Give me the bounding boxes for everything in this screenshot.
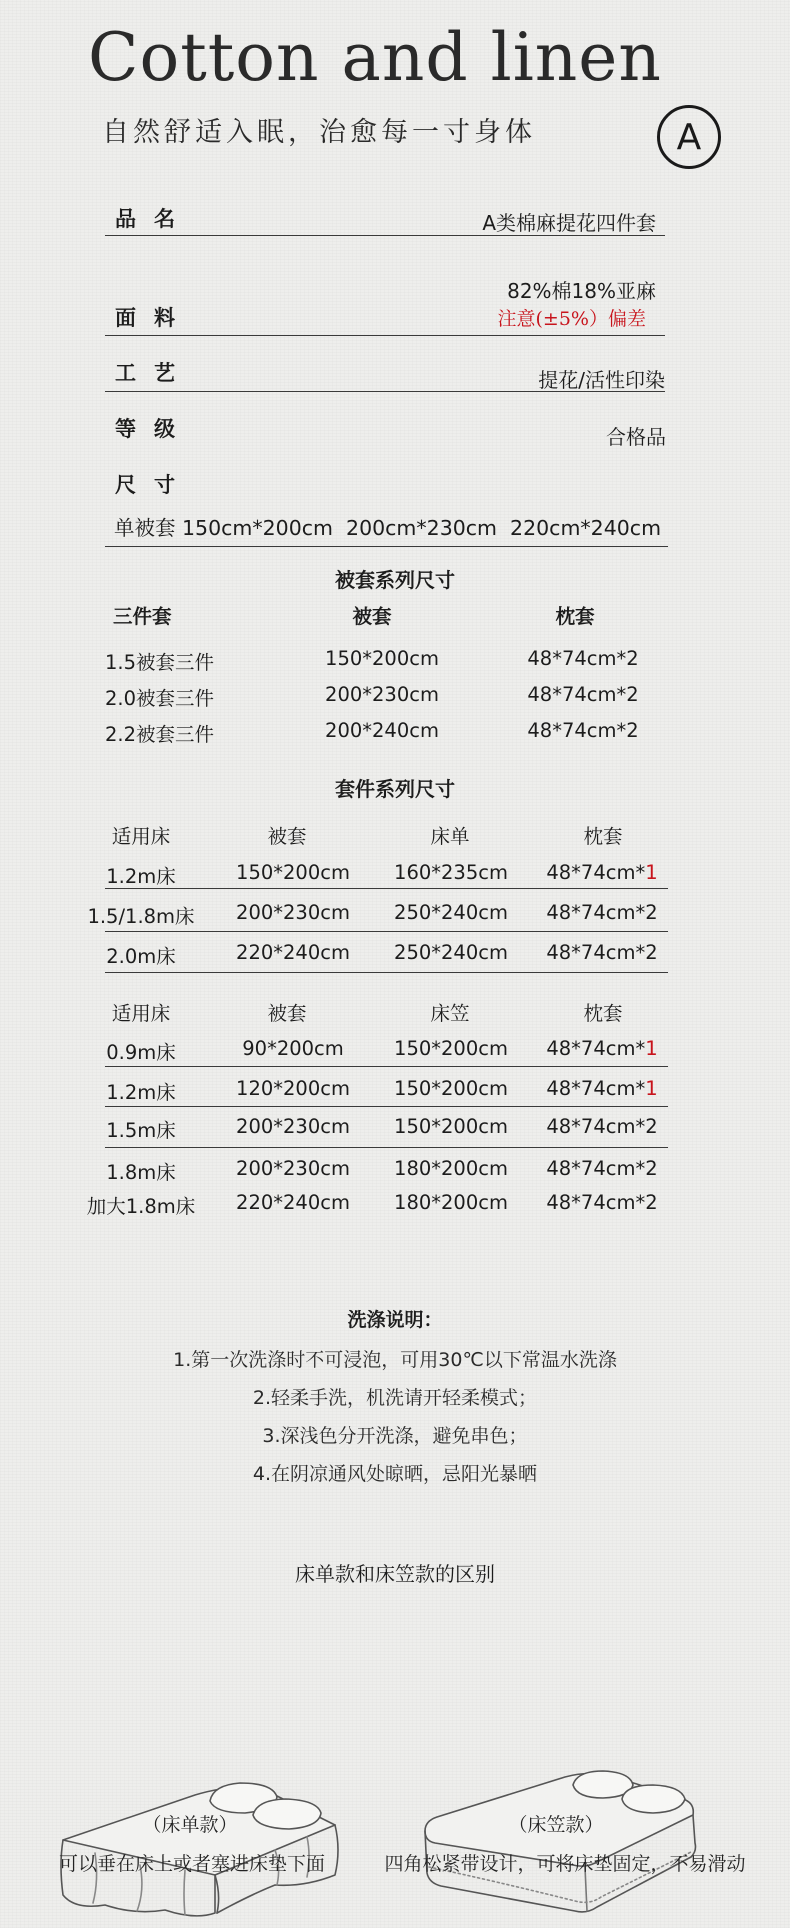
pillow-quantity: 2 bbox=[645, 901, 658, 924]
divider bbox=[105, 972, 668, 973]
set-series-title: 套件系列尺寸 bbox=[335, 777, 455, 801]
cell-bed: 2.0m床 bbox=[106, 945, 176, 968]
size-label: 尺寸 bbox=[115, 473, 193, 497]
cell-fitted: 150*200cm bbox=[394, 1115, 508, 1138]
pillow-size: 48*74cm* bbox=[546, 941, 646, 964]
cell-sheet: 250*240cm bbox=[394, 901, 508, 924]
difference-title: 床单款和床笠款的区别 bbox=[295, 1562, 495, 1586]
divider bbox=[105, 235, 665, 236]
divider bbox=[105, 1106, 668, 1107]
care-title: 洗涤说明： bbox=[347, 1309, 443, 1331]
size-value: 单被套 150cm*200cm 200cm*230cm 220cm*240cm bbox=[114, 516, 662, 540]
care-line: 2.轻柔手洗，机洗请开轻柔模式； bbox=[252, 1387, 538, 1409]
row-pillow: 48*74cm*2 bbox=[527, 683, 639, 706]
pillow-quantity: 1 bbox=[645, 1037, 658, 1060]
pillow-size: 48*74cm* bbox=[546, 1077, 646, 1100]
pillow-quantity: 2 bbox=[645, 1115, 658, 1138]
pillow-quantity: 2 bbox=[645, 1191, 658, 1214]
cell-bed: 加大1.8m床 bbox=[86, 1195, 196, 1218]
pillow-quantity: 2 bbox=[645, 941, 658, 964]
pillow-size: 48*74cm* bbox=[546, 1037, 646, 1060]
care-line: 3.深浅色分开洗涤，避免串色； bbox=[262, 1425, 528, 1447]
duvet-header-set: 三件套 bbox=[113, 605, 172, 628]
row-pillow: 48*74cm*2 bbox=[527, 719, 639, 742]
pillow-size: 48*74cm* bbox=[546, 901, 646, 924]
row-duvet: 200*230cm bbox=[325, 683, 439, 706]
cell-bed: 1.5/1.8m床 bbox=[87, 905, 195, 928]
cell-bed: 1.2m床 bbox=[106, 865, 176, 888]
fabric-label: 面料 bbox=[115, 306, 193, 330]
row-duvet: 150*200cm bbox=[325, 647, 439, 670]
divider bbox=[105, 931, 668, 932]
fitted-sheet-illustration bbox=[415, 1755, 705, 1925]
grade-label: 等级 bbox=[115, 417, 193, 441]
cell-bed: 1.8m床 bbox=[106, 1161, 176, 1184]
grade-badge: A bbox=[657, 105, 721, 169]
cell-pillow bbox=[546, 861, 657, 884]
cell-duvet: 200*230cm bbox=[236, 901, 350, 924]
brand-title: Cotton and linen bbox=[88, 19, 662, 96]
pillow-size: 48*74cm* bbox=[546, 1191, 646, 1214]
divider bbox=[105, 1066, 668, 1067]
sheet-header-duvet: 被套 bbox=[267, 825, 307, 848]
sheet-description: 可以垂在床上或者塞进床垫下面 bbox=[58, 1853, 326, 1875]
cell-pillow bbox=[546, 1077, 657, 1100]
row-duvet: 200*240cm bbox=[325, 719, 439, 742]
fitted-header-fitted: 床笠 bbox=[430, 1002, 470, 1025]
name-label: 品名 bbox=[115, 207, 193, 231]
row-pillow: 48*74cm*2 bbox=[527, 647, 639, 670]
duvet-header-pillow: 枕套 bbox=[555, 605, 595, 628]
cell-bed: 1.2m床 bbox=[106, 1081, 176, 1104]
cell-pillow bbox=[546, 1037, 657, 1060]
divider bbox=[105, 546, 668, 547]
cell-pillow bbox=[546, 1115, 657, 1138]
care-line: 4.在阴凉通风处晾晒，忌阳光暴晒 bbox=[252, 1463, 538, 1485]
pillow-quantity: 1 bbox=[645, 861, 658, 884]
cell-bed: 0.9m床 bbox=[106, 1041, 176, 1064]
duvet-header-duvet: 被套 bbox=[352, 605, 392, 628]
cell-fitted: 180*200cm bbox=[394, 1191, 508, 1214]
cell-fitted: 180*200cm bbox=[394, 1157, 508, 1180]
craft-value: 提花/活性印染 bbox=[538, 368, 665, 392]
bedsheet-illustration bbox=[45, 1755, 355, 1925]
cell-pillow bbox=[546, 901, 657, 924]
fabric-value: 82%棉18%亚麻 bbox=[507, 279, 656, 303]
fitted-caption: （床笠款） bbox=[508, 1814, 604, 1836]
row-set: 2.0被套三件 bbox=[105, 687, 215, 710]
pillow-size: 48*74cm* bbox=[546, 861, 646, 884]
fitted-header-pillow: 枕套 bbox=[583, 1002, 623, 1025]
cell-sheet: 160*235cm bbox=[394, 861, 508, 884]
pillow-quantity: 1 bbox=[645, 1077, 658, 1100]
row-set: 2.2被套三件 bbox=[105, 723, 215, 746]
divider bbox=[105, 888, 668, 889]
name-value: A类棉麻提花四件套 bbox=[482, 211, 656, 235]
sheet-header-sheet: 床单 bbox=[430, 825, 470, 848]
cell-duvet: 120*200cm bbox=[236, 1077, 350, 1100]
cell-fitted: 150*200cm bbox=[394, 1077, 508, 1100]
cell-sheet: 250*240cm bbox=[394, 941, 508, 964]
cell-duvet: 150*200cm bbox=[236, 861, 350, 884]
cell-duvet: 90*200cm bbox=[242, 1037, 344, 1060]
cell-duvet: 220*240cm bbox=[236, 941, 350, 964]
sheet-header-pillow: 枕套 bbox=[583, 825, 623, 848]
fitted-description: 四角松紧带设计，可将床垫固定，不易滑动 bbox=[384, 1853, 746, 1875]
sheet-header-bed: 适用床 bbox=[111, 825, 171, 848]
cell-duvet: 200*230cm bbox=[236, 1115, 350, 1138]
divider bbox=[105, 391, 665, 392]
row-set: 1.5被套三件 bbox=[105, 651, 215, 674]
slogan: 自然舒适入眠，治愈每一寸身体 bbox=[102, 117, 536, 148]
fitted-header-bed: 适用床 bbox=[111, 1002, 171, 1025]
cell-pillow bbox=[546, 1191, 657, 1214]
cell-duvet: 220*240cm bbox=[236, 1191, 350, 1214]
cell-fitted: 150*200cm bbox=[394, 1037, 508, 1060]
cell-pillow bbox=[546, 941, 657, 964]
duvet-series-title: 被套系列尺寸 bbox=[335, 568, 455, 592]
pillow-quantity: 2 bbox=[645, 1157, 658, 1180]
pillow-size: 48*74cm* bbox=[546, 1157, 646, 1180]
grade-value: 合格品 bbox=[606, 425, 666, 449]
pillow-size: 48*74cm* bbox=[546, 1115, 646, 1138]
fabric-tolerance-note: 注意(±5%）偏差 bbox=[497, 308, 646, 330]
fitted-header-duvet: 被套 bbox=[267, 1002, 307, 1025]
sheet-caption: （床单款） bbox=[142, 1814, 238, 1836]
craft-label: 工艺 bbox=[115, 361, 193, 385]
care-line: 1.第一次洗涤时不可浸泡，可用30℃以下常温水洗涤 bbox=[173, 1349, 617, 1371]
divider bbox=[105, 335, 665, 336]
cell-bed: 1.5m床 bbox=[106, 1119, 176, 1142]
divider bbox=[105, 1147, 668, 1148]
cell-pillow bbox=[546, 1157, 657, 1180]
cell-duvet: 200*230cm bbox=[236, 1157, 350, 1180]
